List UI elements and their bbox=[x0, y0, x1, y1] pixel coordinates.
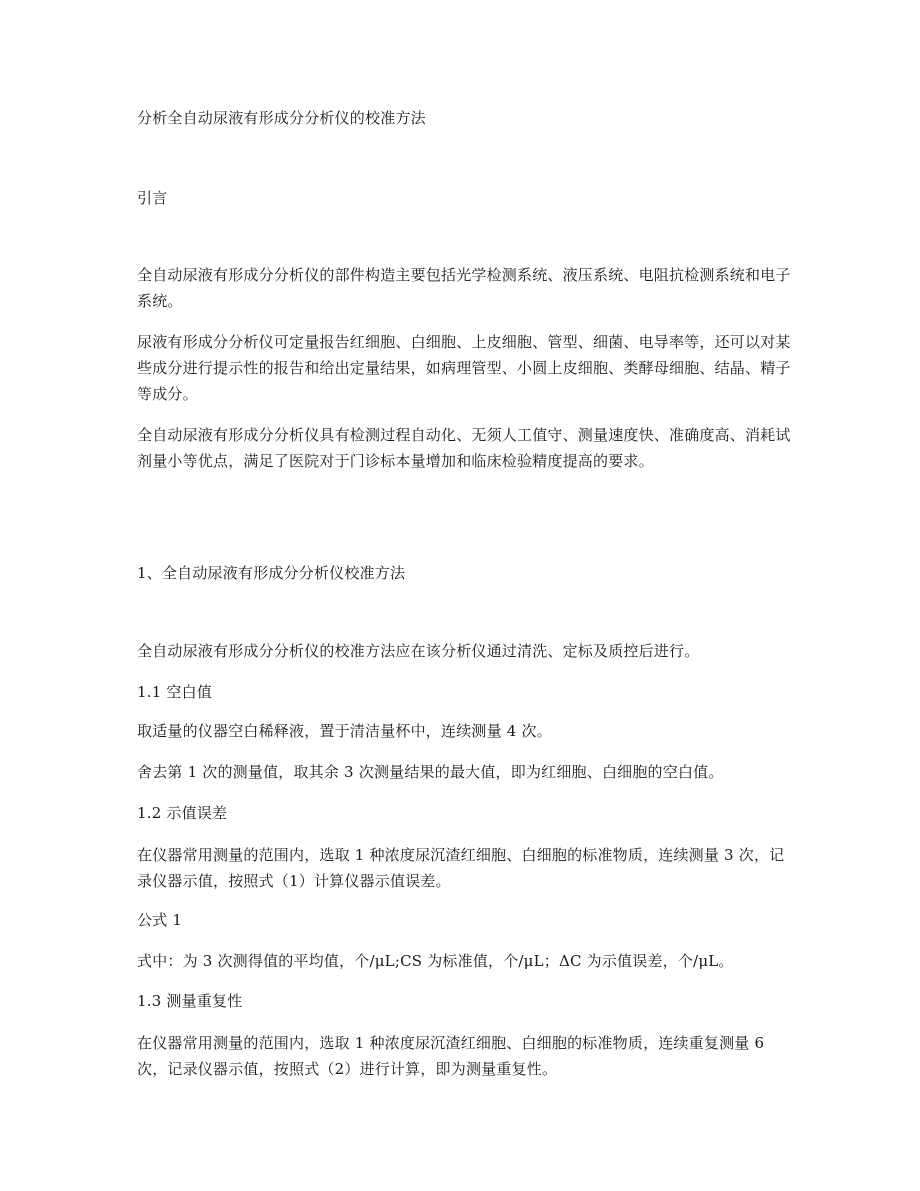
intro-paragraph-3: 全自动尿液有形成分分析仪具有检测过程自动化、无须人工值守、测量速度快、准确度高、消耗试剂量小等优点，满足了医院对于门诊标本量增加和临床检验精度提高的要求。 bbox=[137, 426, 791, 470]
intro-paragraph-2: 尿液有形成分分析仪可定量报告红细胞、白细胞、上皮细胞、管型、细菌、电导率等，还可以对某些成分进行提示性的报告和给出定量结果，如病理管型、小圆上皮细胞、类酵母细胞、结晶、精子等成分。 bbox=[137, 333, 791, 403]
section-1-1-paragraph-1: 取适量的仪器空白稀释液，置于清洁量杯中，连续测量 4 次。 bbox=[137, 722, 552, 740]
intro-paragraph-1: 全自动尿液有形成分分析仪的部件构造主要包括光学检测系统、液压系统、电阻抗检测系统和电子系统。 bbox=[137, 266, 791, 310]
section-1-3-paragraph-1: 在仪器常用测量的范围内，选取 1 种浓度尿沉渣红细胞、白细胞的标准物质，连续重复测量 6 次，记录仪器示值，按照式（2）进行计算，即为测量重复性。 bbox=[137, 1034, 765, 1078]
formula-description: 式中：为 3 次测得值的平均值，个/μL;CS 为标准值，个/μL；ΔC 为示值误差，个/μL。 bbox=[137, 952, 734, 970]
section-1-1-heading: 1.1 空白值 bbox=[137, 683, 213, 701]
formula-label: 公式 1 bbox=[137, 911, 183, 929]
section-1-2-paragraph-1: 在仪器常用测量的范围内，选取 1 种浓度尿沉渣红细胞、白细胞的标准物质，连续测量 3 次，记录仪器示值，按照式（1）计算仪器示值误差。 bbox=[137, 846, 785, 890]
section1-heading: 1、全自动尿液有形成分分析仪校准方法 bbox=[137, 564, 406, 582]
section-1-2-heading: 1.2 示值误差 bbox=[137, 804, 228, 822]
section-1-3-heading: 1.3 测量重复性 bbox=[137, 992, 243, 1010]
section-1-1-paragraph-2: 舍去第 1 次的测量值，取其余 3 次测量结果的最大值，即为红细胞、白细胞的空白值。 bbox=[137, 763, 724, 781]
intro-heading: 引言 bbox=[137, 189, 168, 207]
document-title: 分析全自动尿液有形成分分析仪的校准方法 bbox=[137, 109, 426, 127]
section1-intro: 全自动尿液有形成分分析仪的校准方法应在该分析仪通过清洗、定标及质控后进行。 bbox=[137, 642, 700, 660]
